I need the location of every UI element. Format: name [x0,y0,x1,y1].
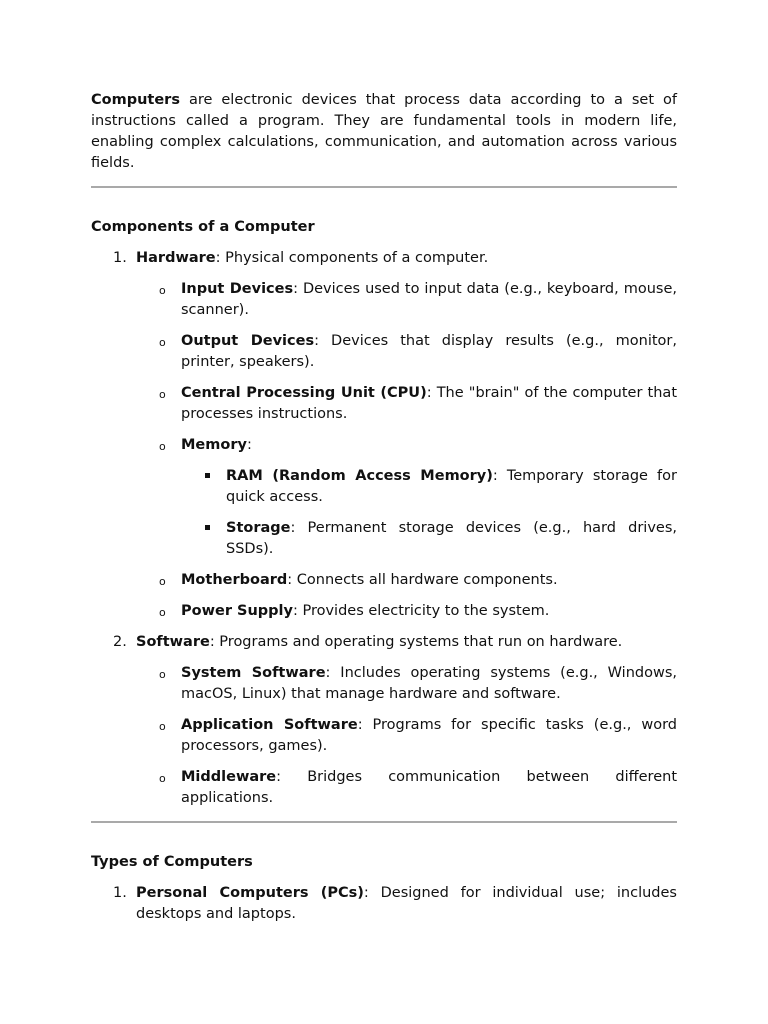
circle-bullet-icon: o [159,720,166,733]
circle-bullet-icon: o [159,284,166,297]
item-text: : Includes operating systems (e.g., Windows, macOS, Linux) that manage hardware and software. [181,665,677,702]
item-text: : Connects all hardware components. [287,572,558,588]
list-item-software [91,632,677,809]
item-text: : Programs for specific tasks (e.g., word processors, games). [181,717,677,754]
square-bullet-icon [205,525,210,530]
section-heading-types: Types of Computers [91,854,253,870]
item-term: Central Processing Unit (CPU) [181,385,427,401]
list-item [136,570,677,591]
hardware-sublist [136,279,677,622]
item-term: Application Software [181,717,358,733]
item-text: : Devices that display results (e.g., monitor, printer, speakers). [181,333,677,370]
item-term: System Software [181,665,326,681]
software-text: : Programs and operating systems that run on hardware. [209,634,623,650]
software-term: Software [136,634,210,650]
intro-paragraph [91,90,677,174]
item-text: : Designed for individual use; includes desktops and laptops. [136,885,677,922]
square-bullet-icon [205,473,210,478]
item-term: Input Devices [181,281,294,297]
circle-bullet-icon: o [159,772,166,785]
item-text: : [246,437,252,453]
memory-sublist [181,466,677,560]
list-item-personal-computers [91,883,677,925]
item-term: Power Supply [181,603,293,619]
circle-bullet-icon: o [159,440,166,453]
list-item [181,518,677,560]
list-item [136,383,677,425]
intro-text: are electronic devices that process data according to a set of instructions called a program. They are fundamental tools in modern life, enabling complex calculations, communication, and automation across various fields. [91,92,677,171]
list-number: 1. [113,885,127,901]
circle-bullet-icon: o [159,575,166,588]
components-list [91,248,677,809]
list-item-hardware [91,248,677,622]
circle-bullet-icon: o [159,336,166,349]
horizontal-divider [91,821,677,823]
types-list [91,883,677,925]
section-heading-components: Components of a Computer [91,219,315,235]
list-item [136,279,677,321]
list-item [136,663,677,705]
item-term: Output Devices [181,333,315,349]
document-page [91,90,677,925]
list-item [181,466,677,508]
list-item [136,715,677,757]
item-text: : Bridges communication between different applications. [181,769,677,806]
hardware-term: Hardware [136,250,216,266]
software-sublist [136,663,677,809]
item-term: RAM (Random Access Memory) [226,468,493,484]
hardware-text: : Physical components of a computer. [215,250,489,266]
item-text: : Permanent storage devices (e.g., hard drives, SSDs). [226,520,677,557]
circle-bullet-icon: o [159,388,166,401]
item-text: : Devices used to input data (e.g., keyboard, mouse, scanner). [181,281,677,318]
item-text: : Provides electricity to the system. [292,603,550,619]
circle-bullet-icon: o [159,668,166,681]
list-item [136,601,677,622]
item-text: : The "brain" of the computer that processes instructions. [181,385,677,422]
item-text: : Temporary storage for quick access. [226,468,677,505]
item-term: Memory [181,437,247,453]
circle-bullet-icon: o [159,606,166,619]
horizontal-divider [91,186,677,188]
item-term: Storage [226,520,291,536]
list-item [136,435,677,560]
list-number: 1. [113,250,127,266]
item-term: Motherboard [181,572,288,588]
intro-term: Computers [91,92,180,108]
item-term: Personal Computers (PCs) [136,885,364,901]
item-term: Middleware [181,769,277,785]
list-item [136,331,677,373]
list-item [136,767,677,809]
list-number: 2. [113,634,127,650]
